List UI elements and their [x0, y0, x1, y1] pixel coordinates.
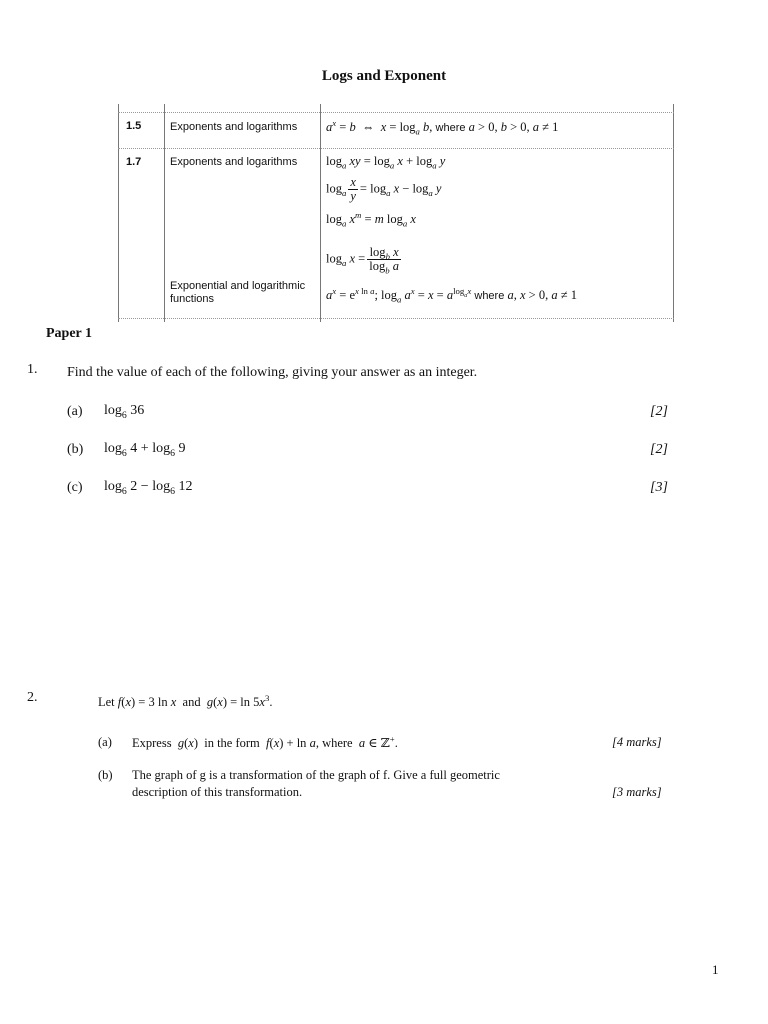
- q1-prompt: Find the value of each of the following, giving your answer as an integer.: [67, 365, 478, 380]
- table-rule-middle: [118, 148, 674, 149]
- row-id-1-5: 1.5: [126, 120, 142, 132]
- q2-intro: Let f(x) = 3 ln x and $g(x) = \ln 5x^3$.: [98, 692, 273, 709]
- formula-exp-log-definition: $a^x = b$ ⇔ $x = \log_a b$, where a > 0, b > 0, a ≠ 1: [326, 117, 559, 137]
- q2a-marks: [4 marks]: [612, 735, 662, 749]
- q1b-label: (b): [67, 442, 84, 457]
- q2b-marks: [3 marks]: [612, 785, 662, 799]
- q2b-line1: The graph of g is a transformation of the graph of f. Give a full geometric: [132, 768, 500, 782]
- q1a-label: (a): [67, 404, 83, 419]
- q2b-line2: description of this transformation.: [132, 785, 303, 799]
- table-divider-2: [320, 104, 321, 322]
- row-id-1-7: 1.7: [126, 156, 142, 168]
- q1c-label: (c): [67, 480, 83, 495]
- q1b-marks: [2]: [650, 442, 668, 457]
- table-rule-top: [118, 112, 674, 113]
- row-topic-functions: Exponential and logarithmic functions: [170, 280, 306, 305]
- formula-product-rule: $\log_a$ xy = $\log_a x + \log_a y$: [326, 154, 446, 171]
- page-title: Logs and Exponent: [321, 68, 447, 84]
- q2a-label: (a): [98, 735, 112, 749]
- q1-number: 1.: [27, 362, 38, 377]
- q1b-expression: $\log_6 4 + \log_6 9$: [104, 441, 186, 459]
- page-number: 1: [712, 962, 719, 977]
- row-topic-1-5: Exponents and logarithms: [170, 121, 298, 133]
- table-rule-bottom: [118, 318, 674, 319]
- paper-heading: Paper 1: [46, 326, 93, 341]
- q1a-expression: $\log_6 36$: [104, 403, 145, 421]
- q2a-text: Express g(x) in the form f(x) + ln a, where a ∈ ℤ+.: [132, 733, 398, 750]
- formula-change-of-base: $\log_a x$ = $\frac{\log_b x}{\log_b a}$: [326, 245, 399, 276]
- row-topic-1-7: Exponents and logarithms: [170, 156, 298, 168]
- table-border-left: [118, 104, 119, 322]
- formula-power-rule: $\log_a x^m = m$ $\log_a x$: [326, 209, 416, 229]
- formula-exp-log-functions: $a^x = e^{x ln a}$; $\log_a a^x = x = a^{log_ax}$ where a, x > 0, a ≠ 1: [326, 285, 577, 305]
- q1c-marks: [3]: [650, 480, 668, 495]
- q2-number: 2.: [27, 690, 38, 705]
- formula-quotient-rule: $\log_a$ $\frac{x}{y}$ = $\log_a x - \log_a y$: [326, 175, 442, 203]
- formula-table: [118, 104, 674, 322]
- table-border-right: [673, 104, 674, 322]
- q1c-expression: $\log_6 2 - \log_6 12$: [104, 479, 193, 497]
- where-word: where: [474, 290, 505, 302]
- q1a-marks: [2]: [650, 404, 668, 419]
- table-divider-1: [164, 104, 165, 322]
- q2b-label: (b): [98, 768, 113, 782]
